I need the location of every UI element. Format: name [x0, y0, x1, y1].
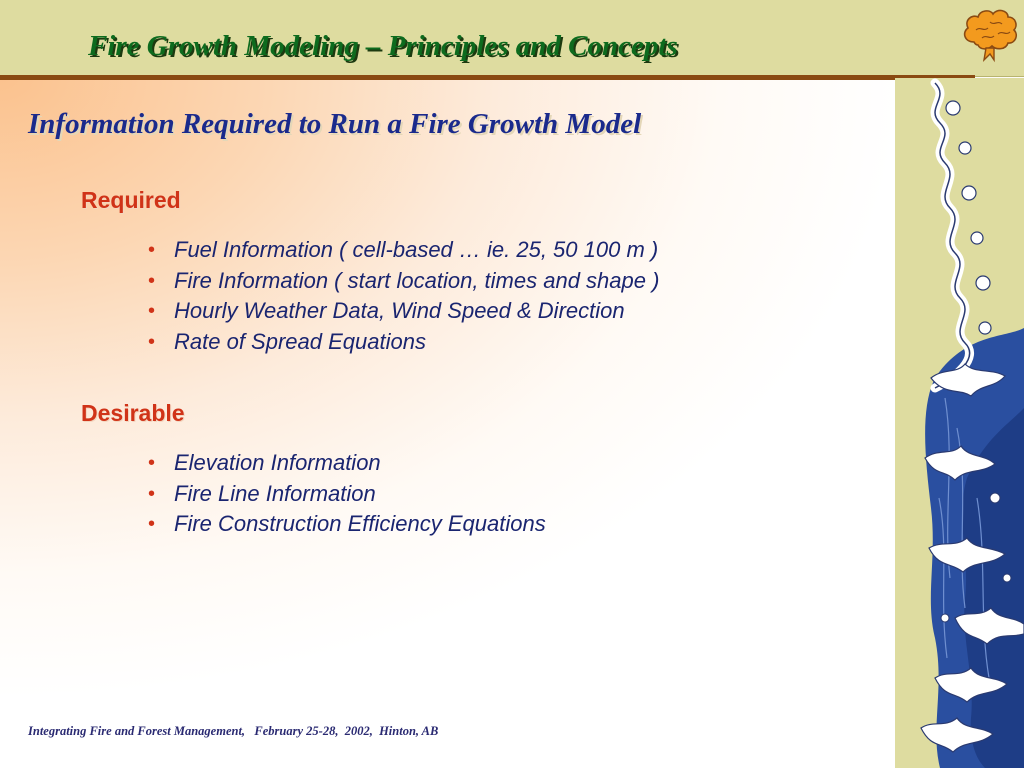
- list-item-text: Fire Information ( start location, times and shape ): [174, 267, 660, 293]
- bullet-icon: •: [148, 330, 156, 353]
- list-item-text: Fuel Information ( cell-based … ie. 25, 50 100 m ): [174, 237, 659, 262]
- list-item: [148, 450, 546, 481]
- list-item: [148, 298, 659, 329]
- list-item-text: Hourly Weather Data, Wind Speed & Direction: [174, 298, 625, 323]
- list-item-text: Fire Line Information: [174, 480, 376, 506]
- header-rule: [0, 75, 975, 80]
- list-item-text: Elevation Information: [174, 450, 381, 475]
- list-item: [148, 329, 659, 360]
- footer-text: Integrating Fire and Forest Management, February 25-28, 2002, Hinton, AB: [28, 724, 439, 738]
- header-title: Fire Growth Modeling – Principles and Concepts: [88, 30, 678, 62]
- section-title: Information Required to Run a Fire Growth Model: [28, 108, 642, 140]
- list-item: [148, 511, 546, 542]
- list-item-text: Fire Construction Efficiency Equations: [174, 511, 546, 536]
- list-item: [148, 237, 659, 268]
- bullet-icon: •: [148, 452, 156, 474]
- group-heading-required: Required: [81, 187, 181, 213]
- required-list: [148, 237, 659, 359]
- list-item: [148, 268, 659, 299]
- right-decoration-panel: [895, 78, 1024, 768]
- bullet-icon: •: [148, 513, 156, 535]
- bullet-icon: •: [148, 300, 156, 322]
- brain-icon: [960, 8, 1020, 64]
- bullet-icon: •: [148, 239, 156, 261]
- bullet-icon: •: [148, 269, 156, 292]
- group-heading-desirable: Desirable: [81, 400, 185, 426]
- list-item-text: Rate of Spread Equations: [174, 328, 426, 354]
- wave-icon: [895, 78, 1024, 768]
- list-item: [148, 481, 546, 512]
- bullet-icon: •: [148, 482, 156, 505]
- desirable-list: [148, 450, 546, 542]
